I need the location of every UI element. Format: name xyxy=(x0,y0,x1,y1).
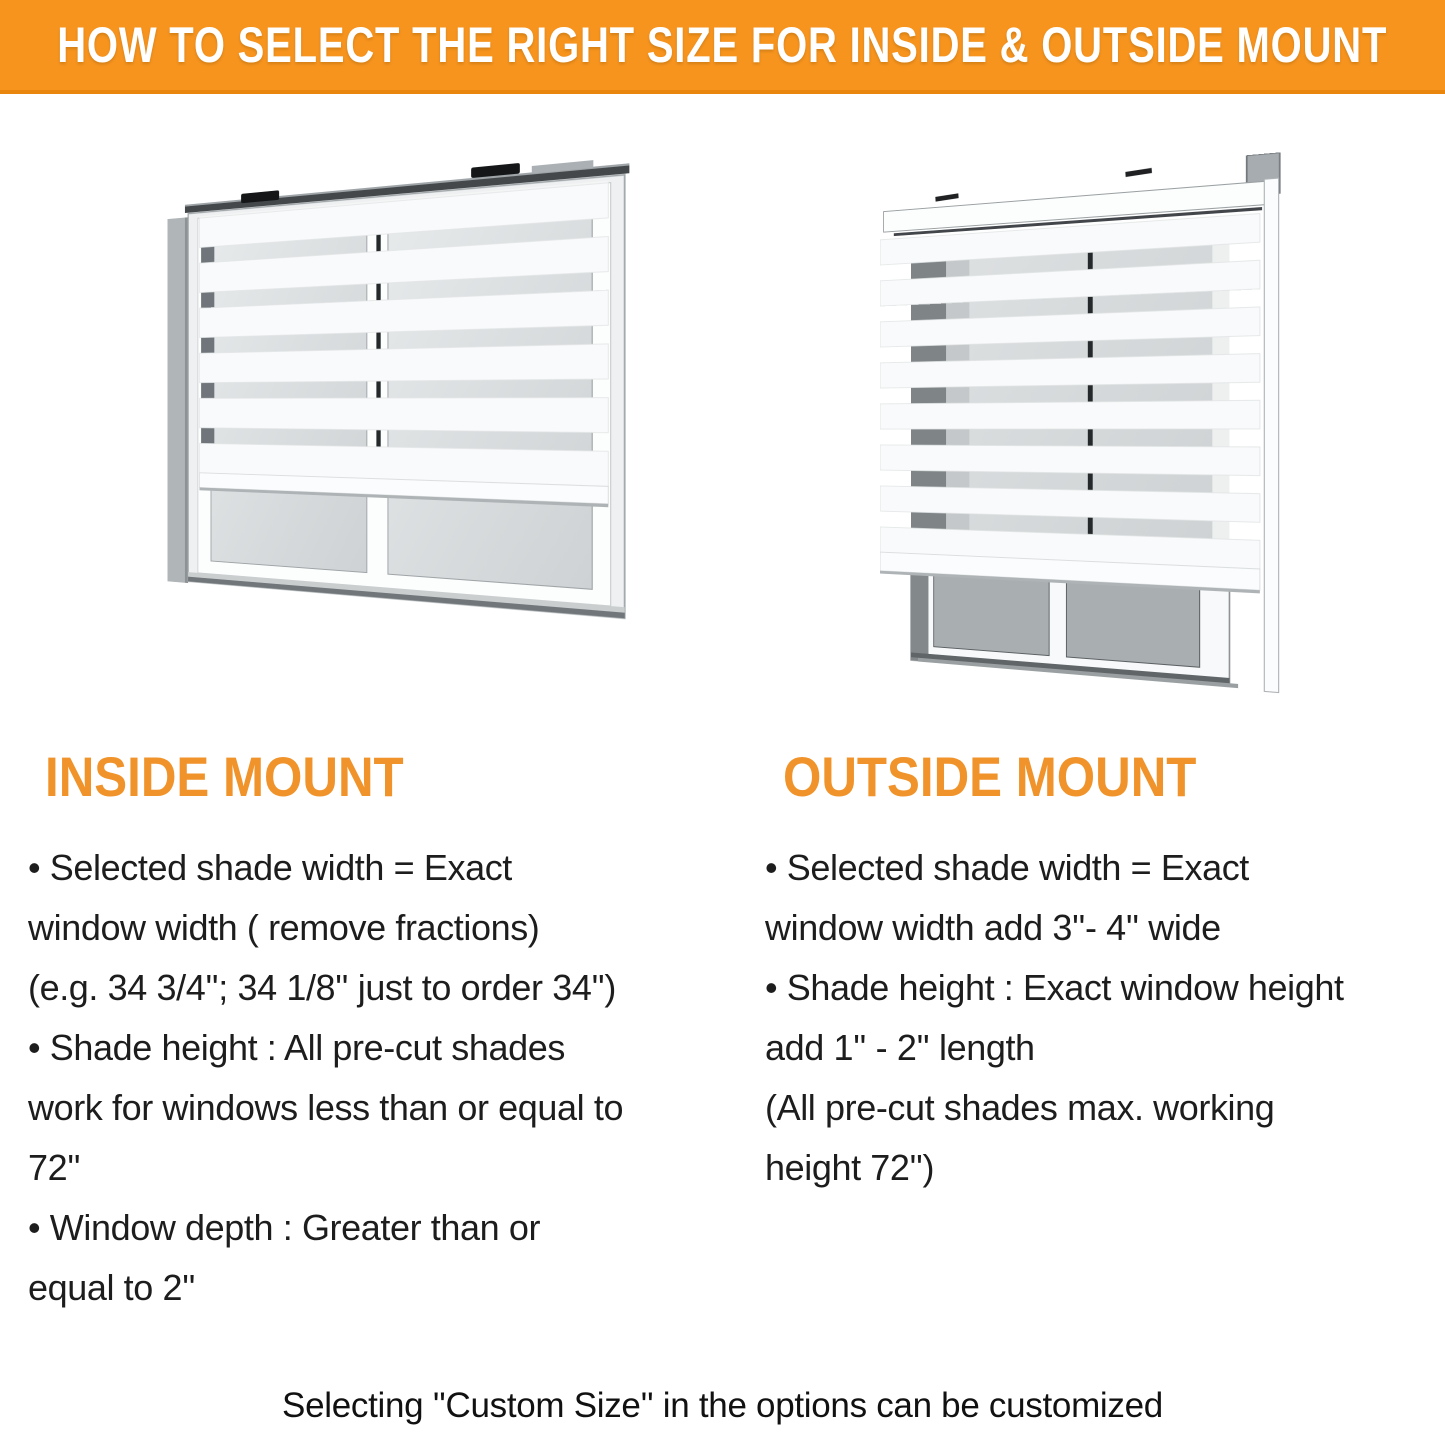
instruction-line: add 1'' - 2'' length xyxy=(765,1027,1035,1068)
outside-mount-illustration xyxy=(860,170,1300,690)
banner-title: HOW TO SELECT THE RIGHT SIZE FOR INSIDE & OUTSIDE MOUNT xyxy=(57,17,1388,73)
wall-screw-mark-right xyxy=(1125,168,1152,177)
instruction-line: work for windows less than or equal to xyxy=(28,1087,624,1128)
outside-mount-instructions xyxy=(765,838,1445,1198)
banner xyxy=(0,0,1445,94)
instruction-line: 72'' xyxy=(28,1147,81,1188)
instruction-line: (e.g. 34 3/4''; 34 1/8'' just to order 34'') xyxy=(28,967,616,1008)
inside-mount-window-drawing xyxy=(167,145,655,659)
inside-mount-instructions xyxy=(28,838,728,1318)
custom-size-footnote: Selecting ''Custom Size'' in the options can be customized xyxy=(282,1386,1163,1425)
instruction-line: (All pre-cut shades max. working xyxy=(765,1087,1275,1128)
instruction-line: window width add 3''- 4'' wide xyxy=(765,907,1221,948)
instruction-line: • Window depth : Greater than or xyxy=(28,1207,541,1248)
glass-pane-left xyxy=(934,573,1049,656)
instruction-line: equal to 2'' xyxy=(28,1267,196,1308)
instruction-line: height 72'') xyxy=(765,1147,935,1188)
outside-mount-heading: OUTSIDE MOUNT xyxy=(783,745,1197,808)
side-channel xyxy=(1264,178,1278,693)
instruction-line: • Selected shade width = Exact xyxy=(765,847,1249,888)
instruction-line: • Shade height : Exact window height xyxy=(765,967,1344,1008)
instruction-line: window width ( remove fractions) xyxy=(28,907,540,948)
inside-mount-illustration xyxy=(136,172,636,632)
instruction-line: • Selected shade width = Exact xyxy=(28,847,512,888)
glass-pane-right xyxy=(1066,579,1199,667)
inside-mount-heading: INSIDE MOUNT xyxy=(45,745,404,808)
instruction-line: • Shade height : All pre-cut shades xyxy=(28,1027,565,1068)
outside-mount-window-drawing xyxy=(880,150,1311,711)
wall-screw-mark-left xyxy=(935,193,958,201)
